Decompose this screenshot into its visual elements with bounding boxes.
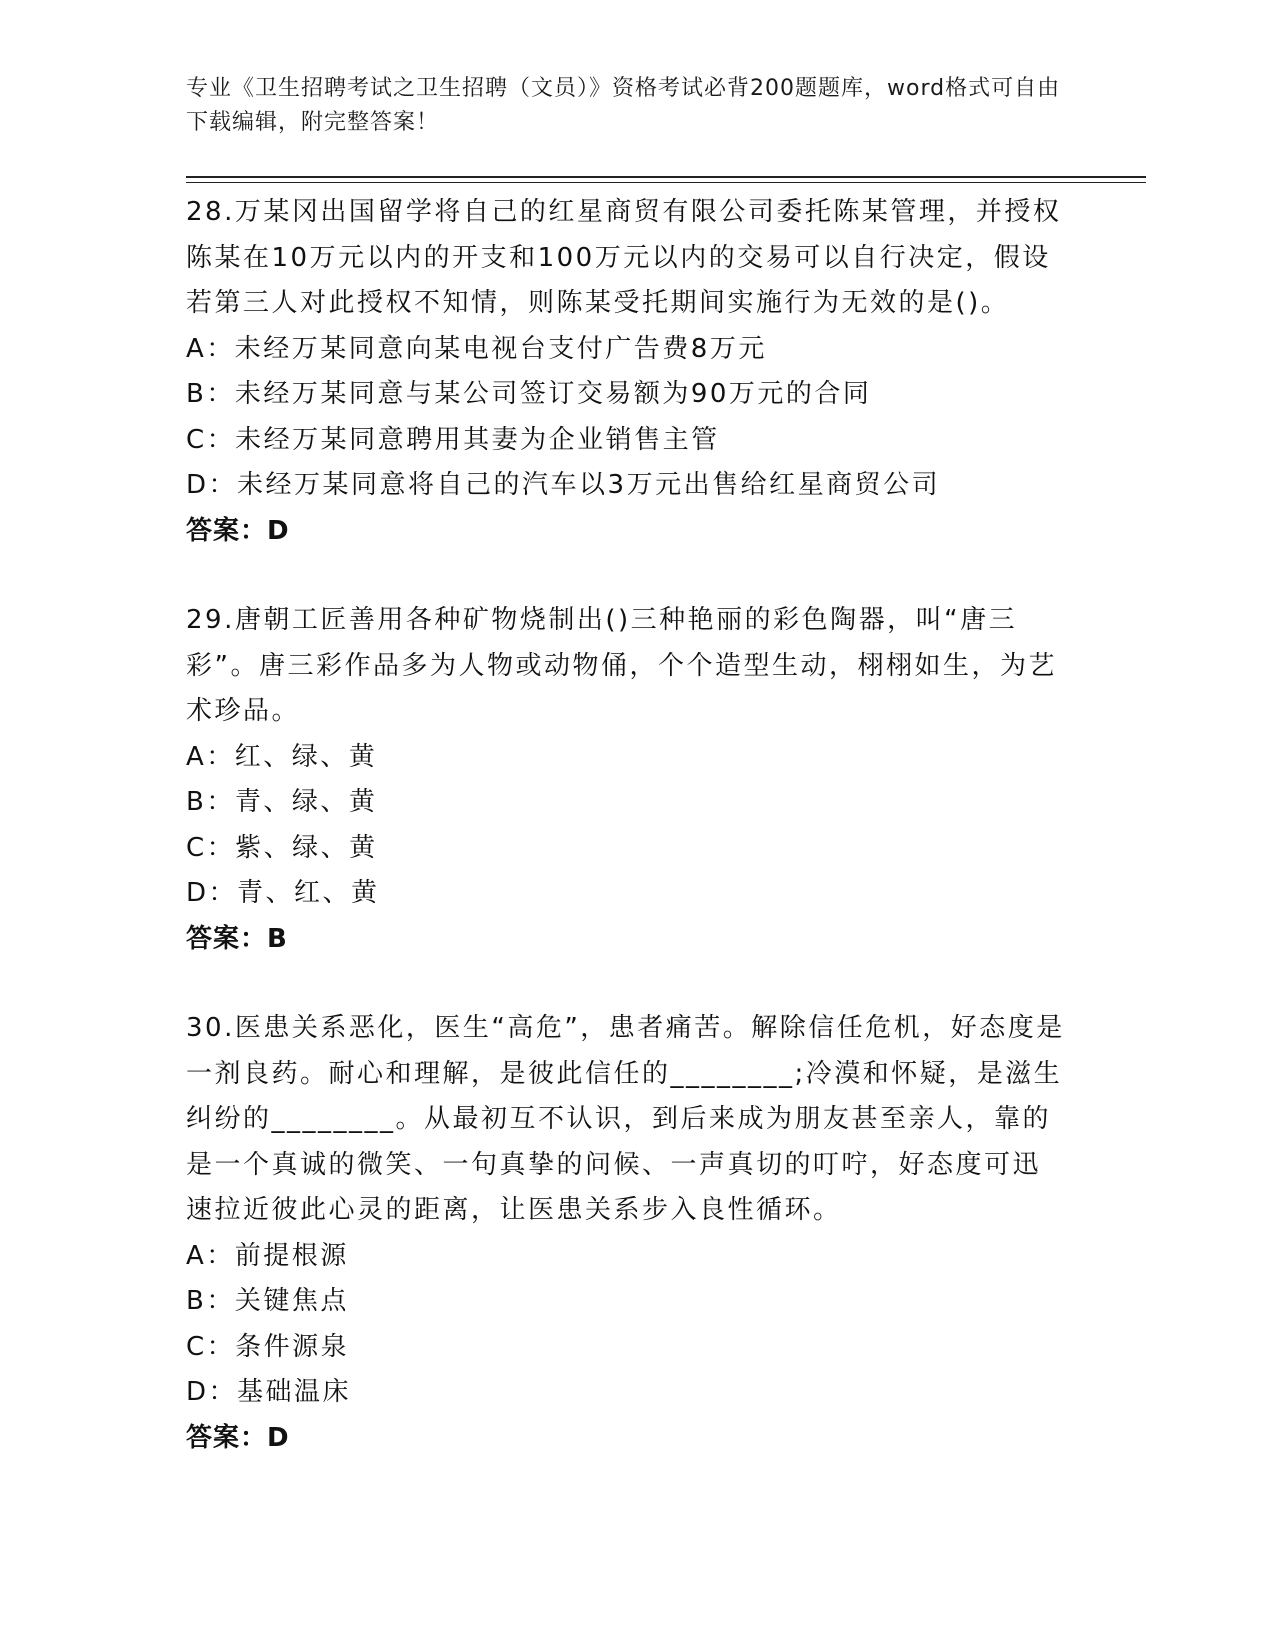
option-d: D：基础温床: [186, 1377, 352, 1407]
option-a: A：前提根源: [186, 1240, 349, 1271]
option-c: C：未经万某同意聘用其妻为企业销售主管: [186, 424, 720, 455]
option-a: A：红、绿、黄: [186, 741, 378, 772]
question-list: [186, 190, 1066, 1505]
question-text: 30.医患关系恶化，医生“高危”，患者痛苦。解除信任危机，好态度是一剂良药。耐心和理解，是彼此信任的________;冷漠和怀疑，是滋生纠纷的________。从最初互不认识，到后来成为朋友甚至亲人，靠的是一个真诚的微笑、一句真挚的问候、一声真切的叮咛，好态度可迅速拉近彼此心灵的距离，让医患关系步入良性循环。: [186, 1013, 1065, 1225]
question-text: 29.唐朝工匠善用各种矿物烧制出()三种艳丽的彩色陶器，叫“唐三彩”。唐三彩作品多为人物或动物俑，个个造型生动，栩栩如生，为艺术珍品。: [186, 605, 1057, 726]
option-d: D：未经万某同意将自己的汽车以3万元出售给红星商贸公司: [186, 470, 941, 500]
option-b: B：未经万某同意与某公司签订交易额为90万元的合同: [186, 379, 872, 409]
answer: 答案：B: [186, 923, 288, 954]
question-text: 28.万某冈出国留学将自己的红星商贸有限公司委托陈某管理，并授权陈某在10万元以内的开支和100万元以内的交易可以自行决定，假设若第三人对此授权不知情，则陈某受托期间实施行为无效的是()。: [186, 197, 1062, 318]
question-28: [186, 190, 1066, 554]
question-29: [186, 598, 1066, 962]
question-30: [186, 1006, 1066, 1461]
option-c: C：条件源泉: [186, 1331, 350, 1362]
header-rule-thin: [186, 182, 1146, 183]
option-d: D：青、红、黄: [186, 878, 380, 908]
page-header: 专业《卫生招聘考试之卫生招聘（文员）》资格考试必背200题题库，word格式可自由下载编辑，附完整答案！: [186, 76, 1061, 135]
answer: 答案：D: [186, 1422, 290, 1453]
answer: 答案：D: [186, 515, 290, 546]
option-b: B：关键焦点: [186, 1286, 349, 1316]
option-a: A：未经万某同意向某电视台支付广告费8万元: [186, 333, 767, 364]
option-b: B：青、绿、黄: [186, 787, 378, 817]
header-rule: [186, 176, 1146, 178]
option-c: C：紫、绿、黄: [186, 832, 378, 863]
